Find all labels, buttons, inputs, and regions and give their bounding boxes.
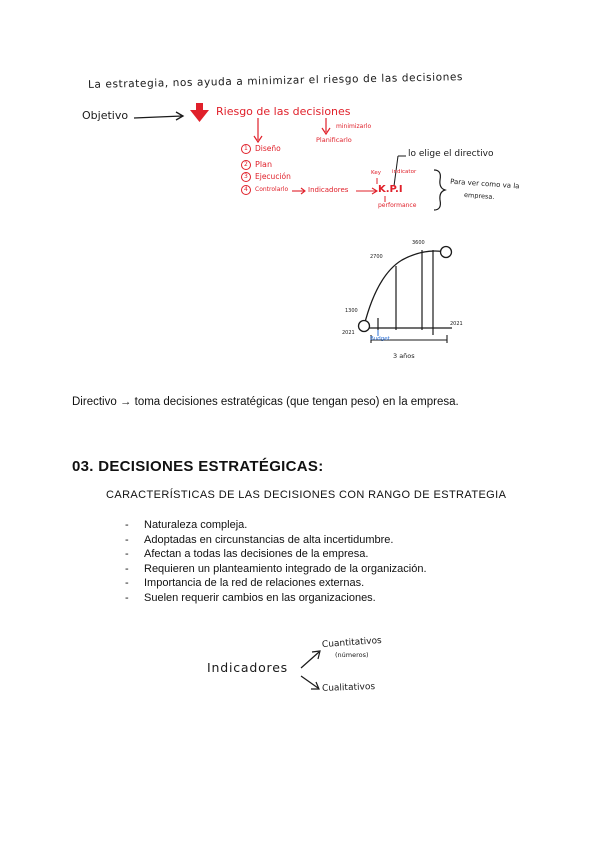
step-ejecucion: Ejecución bbox=[255, 172, 291, 181]
step-num-1: 1 bbox=[244, 145, 248, 152]
timeline-start-marker bbox=[359, 321, 370, 332]
cuantitativos-label: Cuantitativos bbox=[321, 635, 383, 651]
list-item-text: Importancia de la red de relaciones externas. bbox=[144, 577, 365, 590]
section-subtitle: CARACTERÍSTICAS DE LAS DECISIONES CON RANGO DE ESTRATEGIA bbox=[106, 489, 507, 501]
value-3600: 3600 bbox=[412, 240, 425, 246]
list-item bbox=[125, 576, 427, 591]
year-start: 2021 bbox=[342, 330, 355, 336]
red-down-arrow-head bbox=[190, 110, 209, 122]
year-end: 2021 bbox=[450, 321, 463, 327]
list-item-text: Afectan a todas las decisiones de la empresa. bbox=[144, 548, 369, 561]
objetivo-arrow-line bbox=[134, 116, 182, 118]
section-title: 03. DECISIONES ESTRATÉGICAS: bbox=[72, 458, 324, 475]
notes-heading: La estrategia, nos ayuda a minimizar el riesgo de las decisiones bbox=[87, 71, 464, 91]
budget-label: Budget bbox=[370, 336, 390, 342]
handwritten-notes-image bbox=[72, 60, 542, 362]
step-controlarlo: Controlarlo bbox=[255, 186, 289, 193]
indicadores-root: Indicadores bbox=[207, 660, 288, 675]
kpi-label: K.P.I bbox=[378, 184, 403, 195]
para-ver-label: Para ver como va la bbox=[449, 177, 520, 191]
minimizarlo-label: minimizarlo bbox=[336, 123, 372, 130]
step-num-3: 3 bbox=[244, 173, 248, 180]
red-down-arrow-stem bbox=[196, 103, 203, 111]
lo-elige-label: lo elige el directivo bbox=[408, 149, 494, 159]
riesgo-label: Riesgo de las decisiones bbox=[216, 105, 351, 118]
list-item bbox=[125, 533, 427, 548]
duration-label: 3 años bbox=[393, 352, 415, 360]
list-item bbox=[125, 562, 427, 577]
directivo-statement: Directivo → toma decisiones estratégicas (que tengan peso) en la empresa. bbox=[72, 396, 459, 408]
list-item bbox=[125, 591, 427, 606]
step-num-2: 2 bbox=[244, 161, 248, 168]
timeline-sketch bbox=[359, 247, 453, 344]
numeros-note: (números) bbox=[335, 651, 369, 659]
list-item bbox=[125, 547, 427, 562]
bullet-dash: - bbox=[125, 562, 129, 575]
indicadores-diagram bbox=[205, 630, 405, 700]
bullet-dash: - bbox=[125, 519, 129, 531]
timeline-end-marker bbox=[441, 247, 452, 258]
brace-line bbox=[434, 170, 445, 210]
indicadores-label: Indicadores bbox=[308, 186, 349, 194]
list-item bbox=[125, 518, 427, 533]
step-num-4: 4 bbox=[244, 186, 248, 193]
arrow-to-cualitativos bbox=[301, 676, 318, 688]
indicator-label: indicator bbox=[392, 169, 417, 175]
value-1300: 1300 bbox=[345, 308, 358, 314]
planificarlo-label: Planificarlo bbox=[316, 136, 352, 144]
characteristics-list bbox=[125, 518, 427, 606]
arrow-to-cuantitativos bbox=[301, 652, 319, 668]
timeline-curve bbox=[364, 251, 446, 326]
list-item-text: Suelen requerir cambios en las organizaciones. bbox=[144, 591, 376, 604]
bullet-dash: - bbox=[125, 548, 129, 561]
step-diseno: Diseño bbox=[255, 144, 281, 153]
list-item-text: Adoptadas en circunstancias de alta incertidumbre. bbox=[144, 533, 394, 546]
bullet-dash: - bbox=[125, 591, 129, 604]
list-item-text: Naturaleza compleja. bbox=[144, 519, 248, 531]
key-label: Key bbox=[371, 170, 381, 176]
performance-label: performance bbox=[378, 202, 417, 209]
step-plan: Plan bbox=[255, 160, 273, 169]
bullet-dash: - bbox=[125, 533, 129, 546]
value-2700: 2700 bbox=[370, 254, 383, 260]
cualitativos-label: Cualitativos bbox=[321, 682, 376, 694]
empresa-label: empresa. bbox=[463, 190, 495, 202]
bullet-dash: - bbox=[125, 577, 129, 590]
list-item-text: Requieren un planteamiento integrado de la organización. bbox=[144, 562, 427, 575]
objetivo-label: Objetivo bbox=[82, 109, 129, 122]
